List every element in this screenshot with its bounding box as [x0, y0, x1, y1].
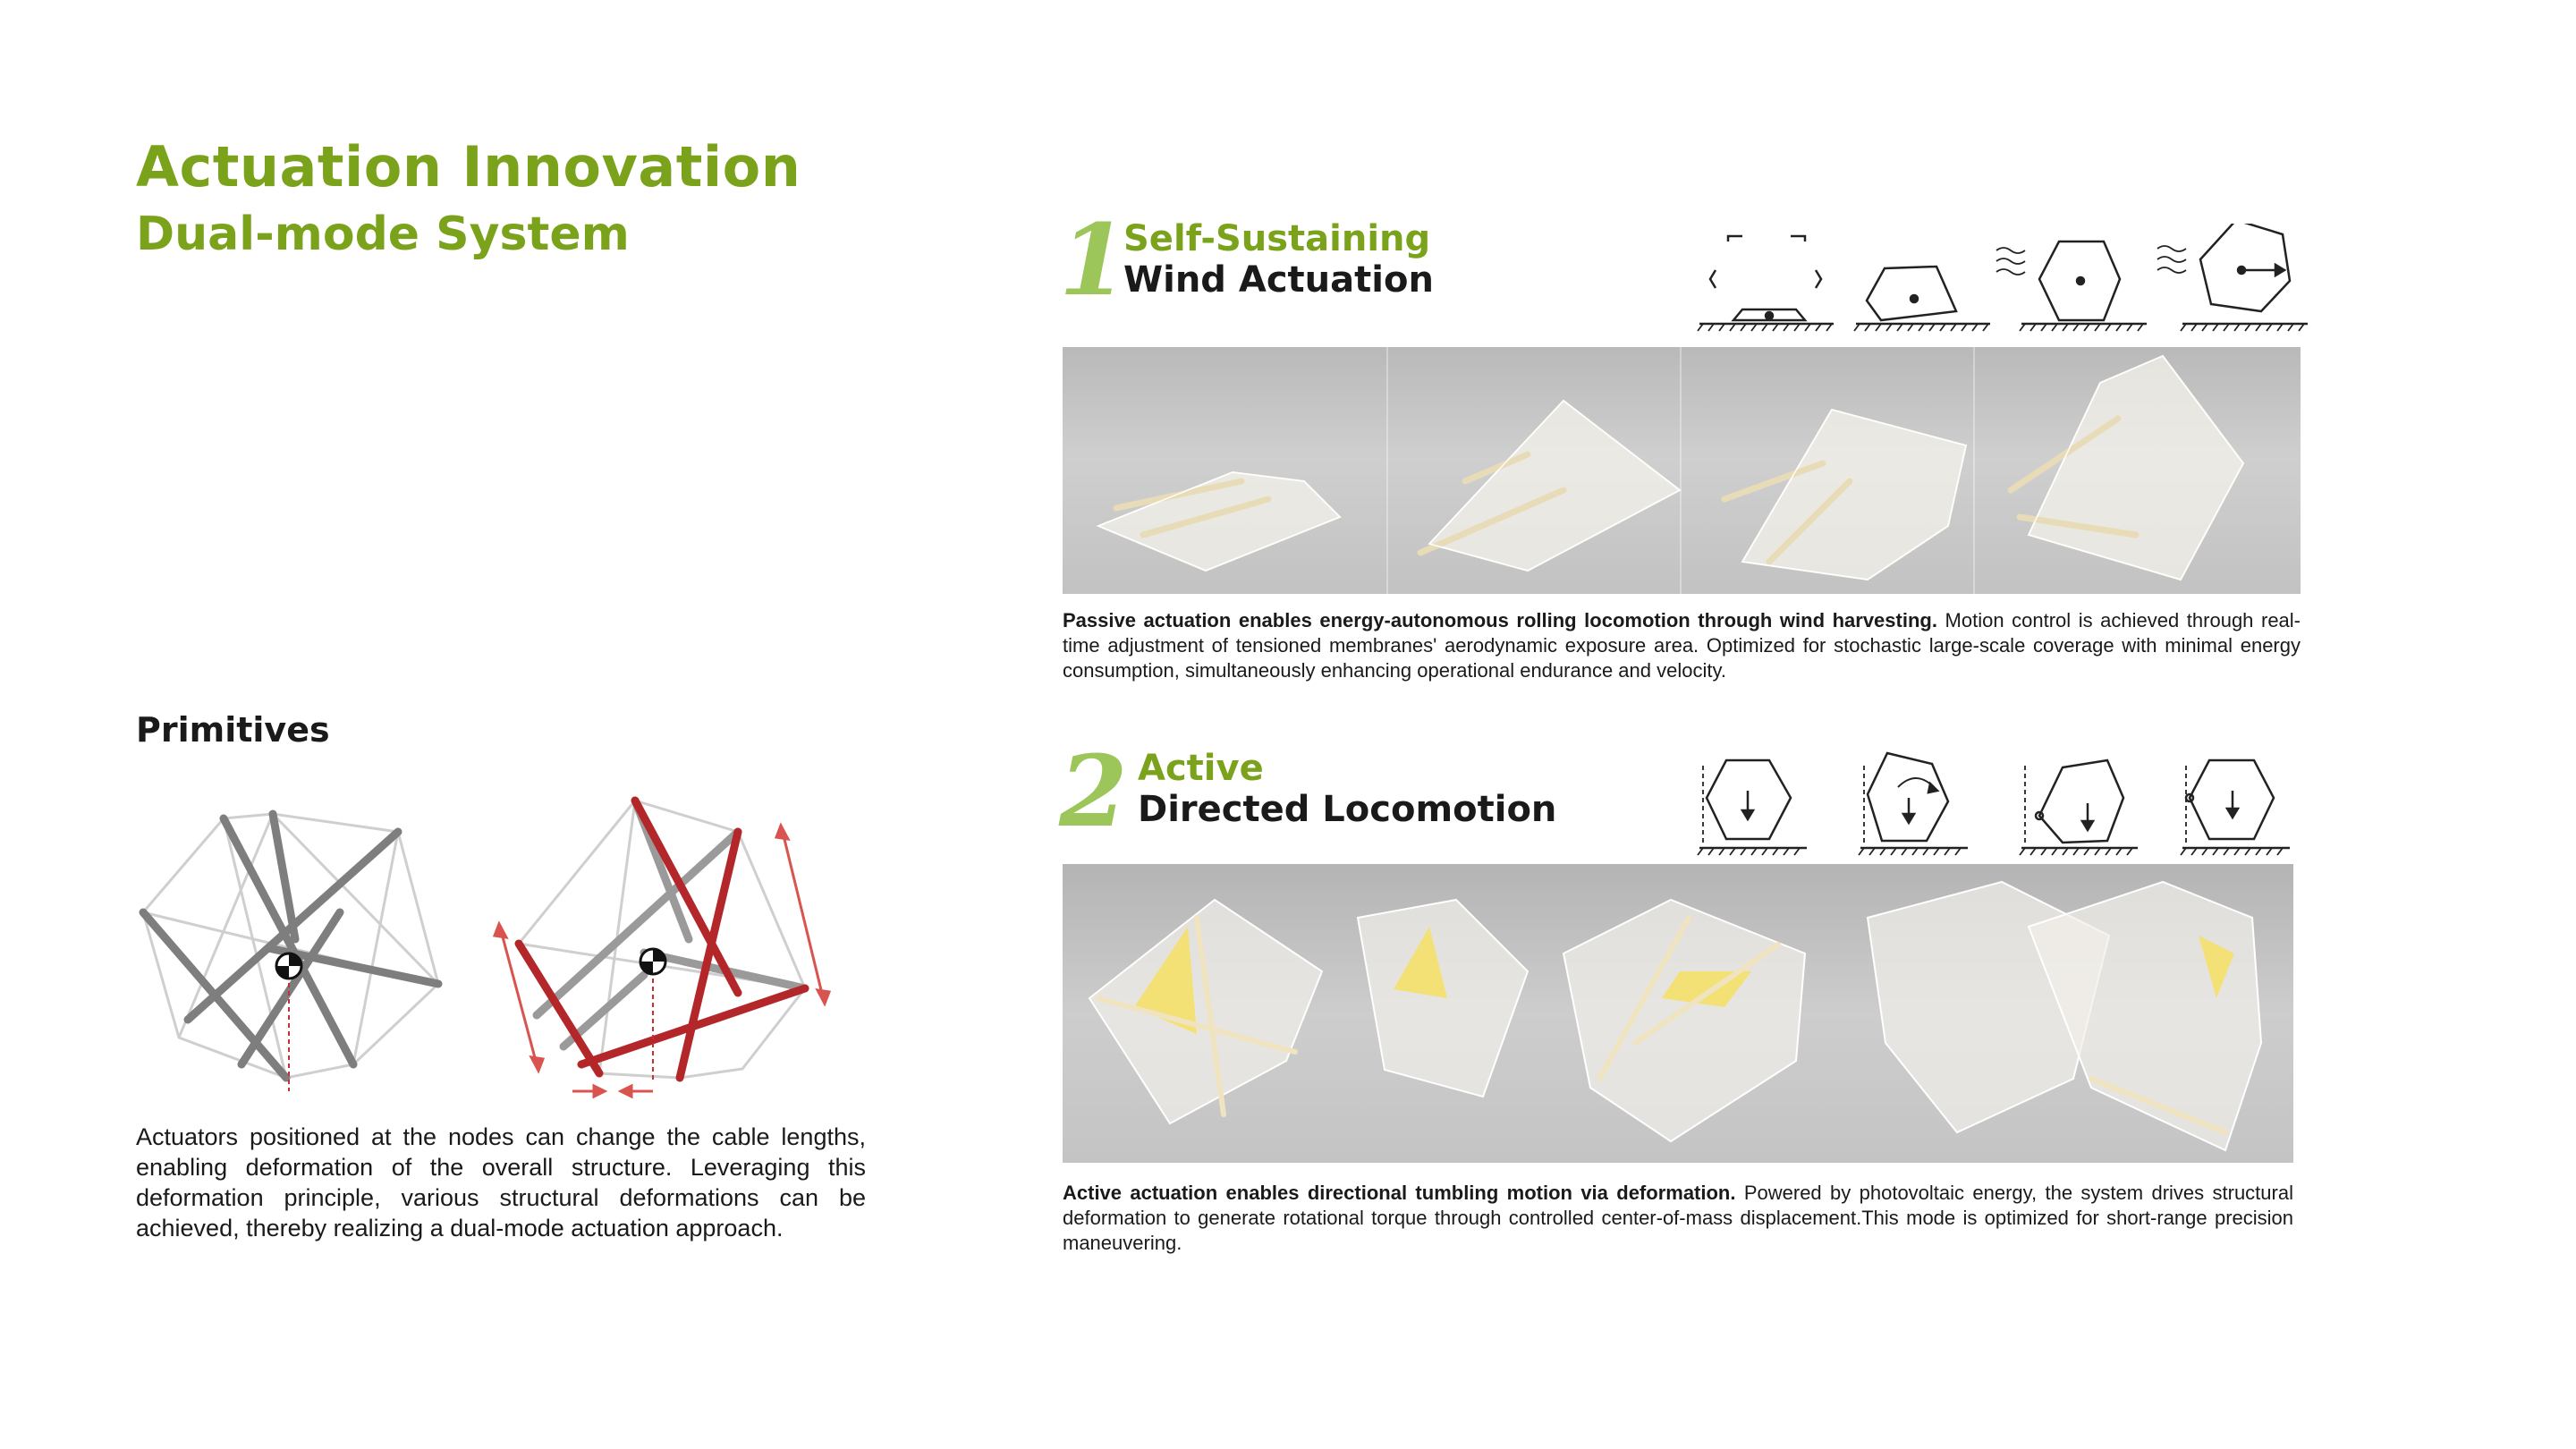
section1-description-bold: Passive actuation enables energy-autonomous rolling locomotion through wind harvesting. [1063, 609, 1937, 631]
section2-description-bold: Active actuation enables directional tumbling motion via deformation. [1063, 1182, 1736, 1204]
active-mode-icons [1690, 748, 2317, 864]
section1-number: 1 [1059, 202, 1128, 318]
wind-mode-icons [1690, 224, 2317, 340]
section1-description [1063, 608, 2301, 683]
page-subtitle: Dual-mode System [136, 208, 630, 261]
wind-actuation-photo-strip [1063, 347, 2301, 594]
section1-description-rest: Motion control is achieved through real-time adjustment of tensioned membranes' aerodynamic exposure area. Optimized for stochastic large-scale coverage with minimal energy consumption, simultaneously enhancing operational endurance and velocity. [1063, 609, 2301, 682]
section1-title-line1: Self-Sustaining [1123, 218, 1431, 259]
section2-description-rest: Powered by photovoltaic energy, the system drives structural deformation to generate rotational torque through controlled center-of-mass displacement.This mode is optimized for short-range precision maneuvering. [1063, 1182, 2293, 1254]
primitives-description: Actuators positioned at the nodes can change the cable lengths, enabling deformation of the overall structure. Leveraging this deformation principle, various structural deformations can be achieved, thereby realizing a dual-mode actuation approach. [136, 1123, 866, 1241]
center-of-mass-icon [640, 949, 665, 974]
hexagon-deformed-icon [2020, 760, 2138, 855]
section2-title-line1: Active [1138, 748, 1264, 789]
tensegrity-primitive-actuated [495, 801, 829, 1097]
page-title: Actuation Innovation [136, 134, 801, 199]
section2-description [1063, 1181, 2293, 1256]
wind-frame-2 [1429, 401, 1680, 571]
hexagon-restored-icon [2181, 760, 2290, 855]
hexagon-rotate-icon [1859, 753, 1968, 855]
section1-title-line2: Wind Actuation [1123, 259, 1434, 301]
active-frame-1 [1089, 900, 1322, 1123]
active-locomotion-photo-strip [1063, 864, 2293, 1163]
collapsed-structure-icon [1698, 236, 1834, 331]
hexagon-com-down-icon [1698, 760, 1807, 855]
active-frame-5 [2029, 882, 2261, 1150]
tilted-structure-icon [1854, 267, 1990, 331]
wind-rolling-hexagon-icon [2157, 224, 2308, 331]
section2-title-line2: Directed Locomotion [1138, 789, 1557, 830]
primitives-heading: Primitives [136, 710, 330, 750]
active-frame-2 [1358, 900, 1528, 1097]
primitives-diagram [134, 796, 868, 1100]
active-frame-3 [1563, 900, 1805, 1141]
center-of-mass-icon [276, 953, 301, 979]
wind-hexagon-icon [1996, 242, 2147, 331]
section2-number: 2 [1059, 733, 1128, 849]
